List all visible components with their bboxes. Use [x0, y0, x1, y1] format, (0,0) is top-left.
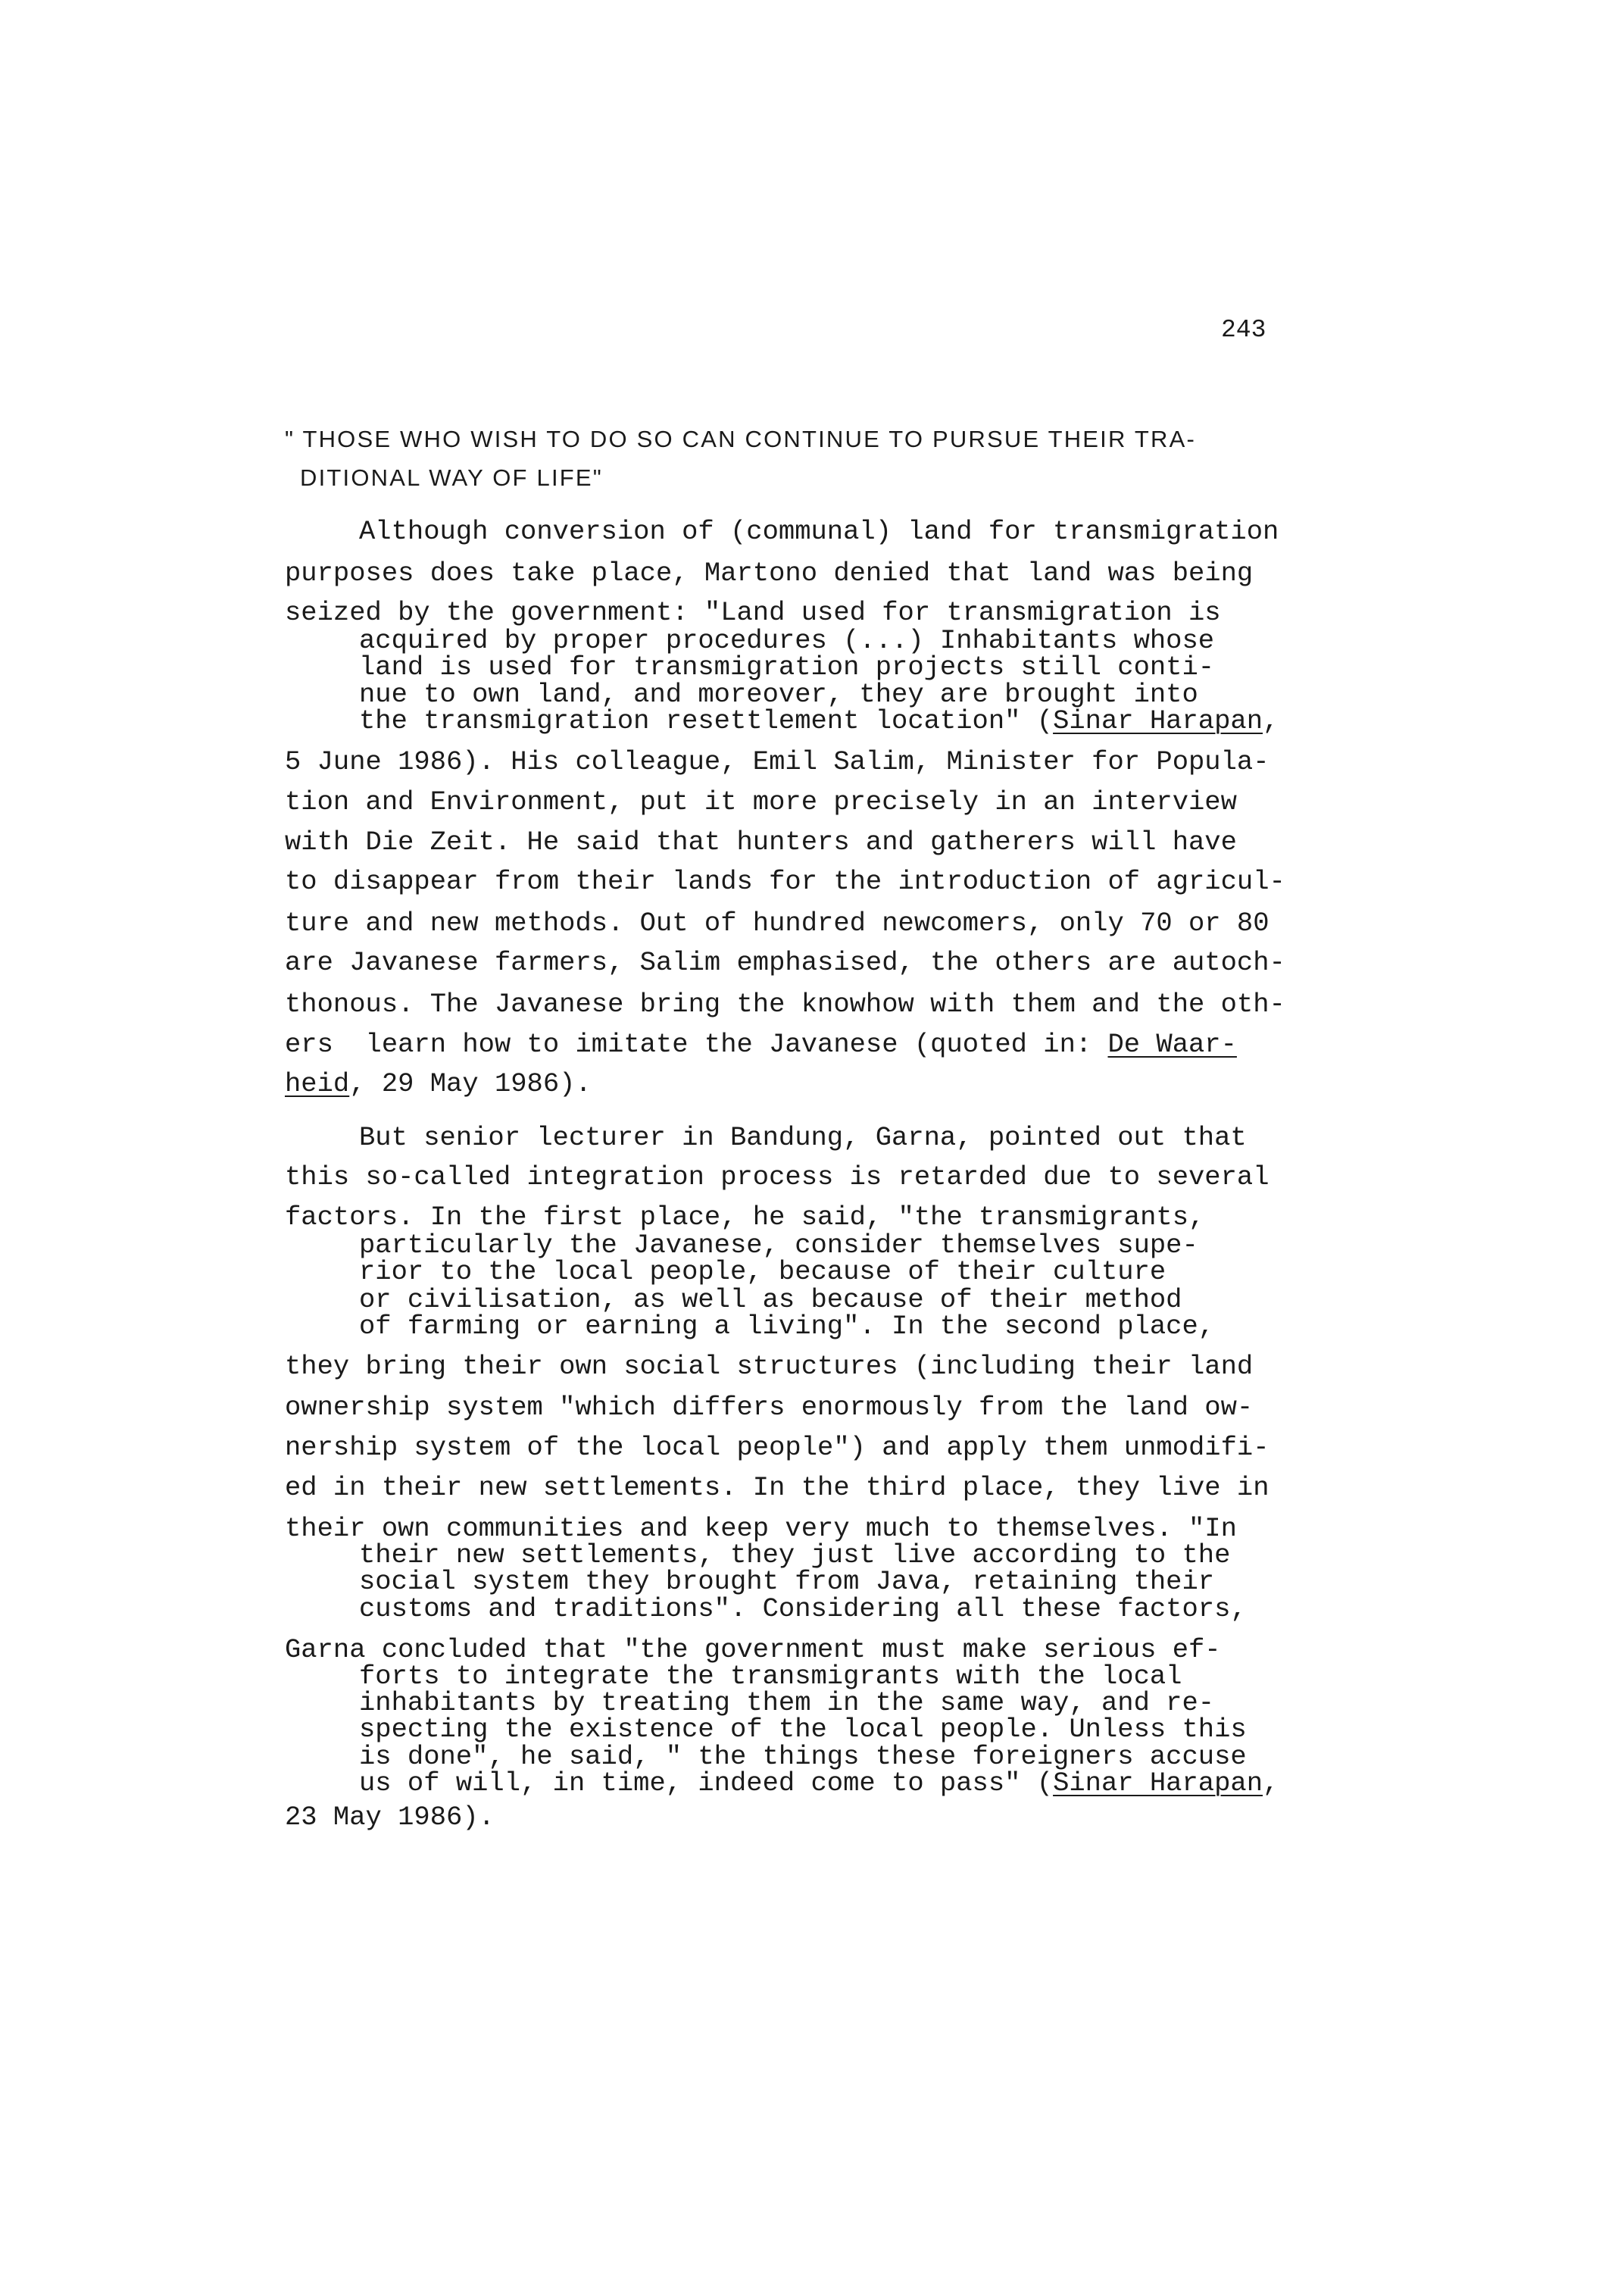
text-run: acquired by proper procedures (...) Inhabitants whose — [359, 625, 1215, 656]
section-heading-line — [300, 463, 603, 493]
section-heading-line — [285, 424, 1196, 455]
text-run: the transmigration resettlement location" ( — [359, 705, 1054, 736]
body-text-line — [285, 908, 1270, 939]
text-run: But senior lecturer in Bandung, Garna, pointed out that — [359, 1122, 1247, 1153]
text-run: are Javanese farmers, Salim emphasised, the others are autoch- — [285, 947, 1285, 978]
text-run: this so-called integration process is retarded due to several — [285, 1161, 1270, 1192]
body-text-line — [285, 747, 1270, 777]
text-run: particularly the Javanese, consider themselves supe- — [359, 1230, 1198, 1261]
citation-source: heid — [285, 1068, 350, 1099]
text-run: customs and traditions". Considering all these factors, — [359, 1593, 1247, 1624]
text-run: their own communities and keep very much to themselves. "In — [285, 1513, 1237, 1544]
body-text-line — [359, 1768, 1279, 1799]
text-run: their new settlements, they just live according to the — [359, 1539, 1231, 1571]
text-run: ture and new methods. Out of hundred newcomers, only 70 or 80 — [285, 908, 1270, 939]
text-run: factors. In the first place, he said, "the transmigrants, — [285, 1202, 1205, 1233]
text-run: Although conversion of (communal) land for transmigration — [359, 516, 1279, 547]
body-text-line — [285, 558, 1253, 589]
body-text-line — [285, 1433, 1270, 1463]
body-text-line — [285, 867, 1285, 897]
body-text-line — [285, 1802, 495, 1833]
text-run: or civilisation, as well as because of their method — [359, 1284, 1182, 1315]
body-text-line — [285, 1069, 592, 1099]
text-run: they bring their own social structures (including their land — [285, 1351, 1254, 1382]
text-run: , — [1263, 705, 1279, 736]
body-text-line — [285, 1473, 1270, 1503]
body-text-line — [285, 827, 1237, 858]
citation-source: Sinar Harapan — [1053, 705, 1263, 736]
text-run: specting the existence of the local people. Unless this — [359, 1714, 1247, 1745]
text-run: is done", he said, " the things these foreigners accuse — [359, 1741, 1247, 1772]
body-text-line — [285, 1392, 1253, 1423]
text-run: land is used for transmigration projects still conti- — [359, 652, 1215, 683]
body-text-line — [285, 1162, 1270, 1192]
text-run: nership system of the local people") and apply them unmodifi- — [285, 1432, 1270, 1463]
page-number: 243 — [1221, 316, 1266, 344]
text-run: forts to integrate the transmigrants with the local — [359, 1661, 1182, 1692]
text-run: to disappear from their lands for the introduction of agricul- — [285, 866, 1285, 897]
text-run: " THOSE WHO WISH TO DO SO CAN CONTINUE TO PURSUE THEIR TRA- — [285, 426, 1196, 452]
text-run: ed in their new settlements. In the third place, they live in — [285, 1472, 1270, 1503]
citation-source: De Waar- — [1107, 1029, 1237, 1060]
text-run: of farming or earning a living". In the second place, — [359, 1311, 1215, 1342]
body-text-line — [285, 1202, 1204, 1233]
body-text-line — [359, 517, 1279, 547]
text-run: , — [1263, 1767, 1279, 1799]
text-run: inhabitants by treating them in the same way, and re- — [359, 1687, 1215, 1718]
text-run: Garna concluded that "the government must make serious ef- — [285, 1634, 1221, 1665]
citation-source: Sinar Harapan — [1053, 1767, 1263, 1799]
body-text-line — [359, 1257, 1166, 1287]
text-run: with Die Zeit. He said that hunters and gatherers will have — [285, 827, 1237, 858]
body-text-line — [285, 787, 1237, 817]
text-run: tion and Environment, put it more precisely in an interview — [285, 786, 1237, 817]
body-text-line — [359, 1311, 1214, 1342]
text-run: 5 June 1986). His colleague, Emil Salim, Minister for Popula- — [285, 746, 1270, 777]
body-text-line — [359, 1123, 1247, 1153]
text-run: social system they brought from Java, retaining their — [359, 1566, 1215, 1597]
body-text-line — [359, 652, 1214, 683]
body-text-line — [285, 1030, 1237, 1060]
body-text-line — [285, 598, 1221, 628]
text-run: nue to own land, and moreover, they are brought into — [359, 679, 1198, 710]
text-run: seized by the government: "Land used for transmigration is — [285, 597, 1221, 628]
body-text-line — [285, 989, 1285, 1020]
body-text-line — [359, 1594, 1247, 1624]
text-run: , 29 May 1986). — [349, 1068, 592, 1099]
body-text-line — [359, 706, 1279, 736]
text-run: ers learn how to imitate the Javanese (quoted in: — [285, 1029, 1108, 1060]
body-text-line — [359, 1714, 1247, 1745]
body-text-line — [359, 1567, 1214, 1597]
text-run: ownership system "which differs enormously from the land ow- — [285, 1392, 1254, 1423]
text-run: 23 May 1986). — [285, 1802, 495, 1833]
text-run: us of will, in time, indeed come to pass" ( — [359, 1767, 1054, 1799]
body-text-line — [285, 948, 1285, 978]
body-text-line — [285, 1352, 1253, 1382]
text-run: DITIONAL WAY OF LIFE" — [300, 464, 603, 491]
text-run: thonous. The Javanese bring the knowhow with them and the oth- — [285, 989, 1285, 1020]
text-run: purposes does take place, Martono denied that land was being — [285, 558, 1254, 589]
text-run: rior to the local people, because of their culture — [359, 1256, 1166, 1287]
